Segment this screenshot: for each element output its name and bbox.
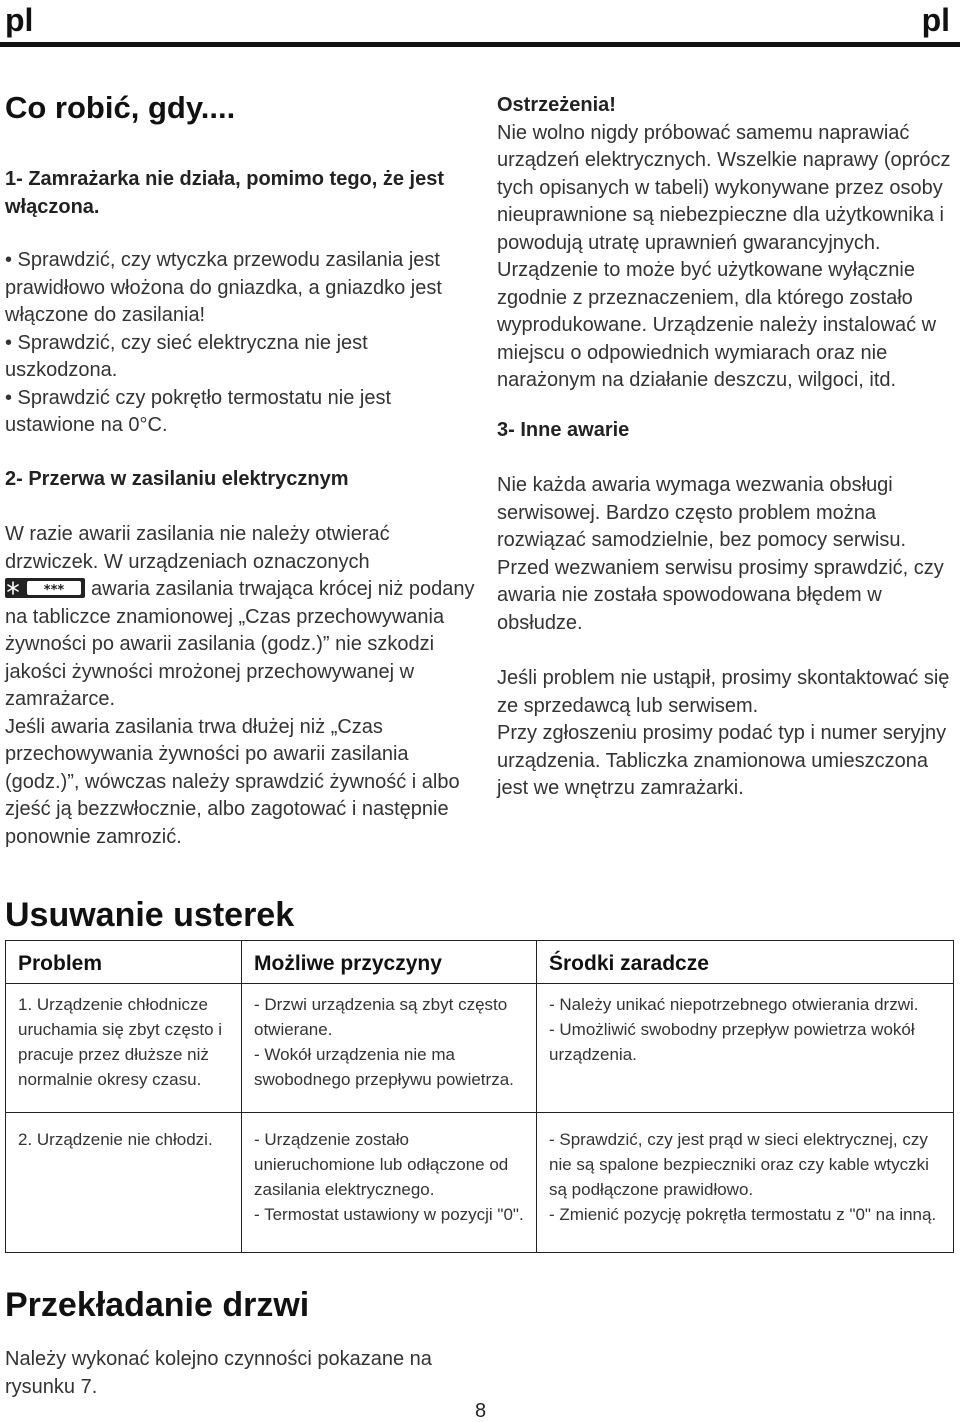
causes-cell	[242, 1113, 537, 1253]
cause-item: - Wokół urządzenia nie ma swobodnego przepływu powietrza.	[254, 1045, 514, 1089]
cause-item: - Urządzenie zostało unieruchomione lub odłączone od zasilania elektrycznego.	[254, 1130, 509, 1199]
troubleshooting-table	[5, 940, 954, 1253]
cause-item: - Drzwi urządzenia są zbyt często otwierane.	[254, 995, 508, 1039]
section-2-title: 2- Przerwa w zasilaniu elektrycznym	[5, 467, 349, 490]
page-number: 8	[475, 1400, 487, 1422]
warning-text: Nie wolno nigdy próbować samemu naprawiać urządzeń elektrycznych. Wszelkie naprawy (oprócz tych opisanych w tabeli) wykonywane przez osoby nieuprawnione są niebezpieczne dla użytkownika i powodują utratę uprawnień gwarancyjnych. Urządzenie to może być użytkowane wyłącznie zgodnie z przeznaczeniem, dla którego zostało wyprodukowane. Urządzenie należy instalować w miejscu o odpowiednich wymiarach oraz nie narażonym na działanie deszczu, wilgoci, itd.	[497, 121, 951, 391]
troubleshooting-title: Usuwanie usterek	[5, 896, 295, 934]
freezer-star-icon	[5, 577, 85, 599]
door-reversal-title: Przekładanie drzwi	[5, 1286, 310, 1324]
section-2-text-a: W razie awarii zasilania nie należy otwierać drzwiczek. W urządzeniach oznaczonych	[5, 523, 390, 573]
section-3-paragraph-2: Jeśli problem nie ustąpił, prosimy skontaktować się ze sprzedawcą lub serwisem.	[497, 667, 950, 717]
problem-cell: 1. Urządzenie chłodnicze uruchamia się zbyt często i pracuje przez dłuższe niż normalnie okresy czasu.	[6, 984, 242, 1113]
table-row	[6, 984, 954, 1113]
header-rule	[0, 42, 960, 47]
table-row	[6, 1113, 954, 1253]
language-code-left: pl	[5, 2, 34, 38]
column-header-problem: Problem	[6, 941, 242, 984]
remedy-item: - Należy unikać niepotrzebnego otwierania drzwi.	[549, 995, 919, 1014]
section-1-bullets	[5, 247, 475, 440]
bullet-item: • Sprawdzić czy pokrętło termostatu nie jest ustawione na 0°C.	[5, 386, 392, 436]
table-header-row	[6, 941, 954, 984]
remedy-item: - Umożliwić swobodny przepływ powietrza wokół urządzenia.	[549, 1020, 915, 1064]
section-3-paragraph-3: Przy zgłoszeniu prosimy podać typ i numer seryjny urządzenia. Tabliczka znamionowa umieszczona jest we wnętrzu zamrażarki.	[497, 722, 947, 799]
column-header-causes: Możliwe przyczyny	[242, 941, 537, 984]
door-reversal-text: Należy wykonać kolejno czynności pokazane na rysunku 7.	[5, 1348, 432, 1398]
section-2-text-b: awaria zasilania trwająca krócej niż podany na tabliczce znamionowej „Czas przechowywania żywności po awarii zasilania (godz.)” nie szkodzi jakości żywności mrożonej przechowywanej w zamrażarce.	[5, 578, 475, 710]
section-3-paragraph-1: Nie każda awaria wymaga wezwania obsługi serwisowej. Bardzo często problem można rozwiązać samodzielnie, bez pomocy serwisu. Przed wezwaniem serwisu prosimy sprawdzić, czy awaria nie została spowodowana błędem w obsłudze.	[497, 474, 944, 634]
problem-cell: 2. Urządzenie nie chłodzi.	[6, 1113, 242, 1253]
section-3-title: 3- Inne awarie	[497, 418, 630, 441]
page-title: Co robić, gdy....	[5, 90, 236, 125]
causes-cell	[242, 984, 537, 1113]
remedies-cell	[537, 1113, 954, 1253]
remedy-item: - Sprawdzić, czy jest prąd w sieci elektrycznej, czy nie są spalone bezpieczniki oraz czy kable wtyczki są podłączone prawidłowo.	[549, 1130, 929, 1199]
cause-item: - Termostat ustawiony w pozycji "0".	[254, 1205, 524, 1224]
svg-text:***: ***	[43, 583, 65, 598]
remedies-cell	[537, 984, 954, 1113]
remedy-item: - Zmienić pozycję pokrętła termostatu z "0" na inną.	[549, 1205, 937, 1224]
bullet-item: • Sprawdzić, czy sieć elektryczna nie jest uszkodzona.	[5, 331, 368, 381]
section-2-paragraph-2: Jeśli awaria zasilania trwa dłużej niż „Czas przechowywania żywności po awarii zasilania (godz.)”, wówczas należy sprawdzić żywność i albo zjeść ją bezzwłocznie, albo zagotować i następnie ponownie zamrozić.	[5, 715, 460, 848]
left-column	[5, 88, 475, 851]
section-2-paragraph-1	[5, 521, 475, 714]
language-code-right: pl	[921, 2, 950, 38]
section-1-title: 1- Zamrażarka nie działa, pomimo tego, że jest włączona.	[5, 168, 445, 218]
right-column	[497, 92, 957, 803]
warning-title: Ostrzeżenia!	[497, 94, 616, 116]
column-header-remedies: Środki zaradcze	[537, 941, 954, 984]
bullet-item: • Sprawdzić, czy wtyczka przewodu zasilania jest prawidłowo włożona do gniazdka, a gniazdko jest włączone do zasilania!	[5, 249, 442, 326]
